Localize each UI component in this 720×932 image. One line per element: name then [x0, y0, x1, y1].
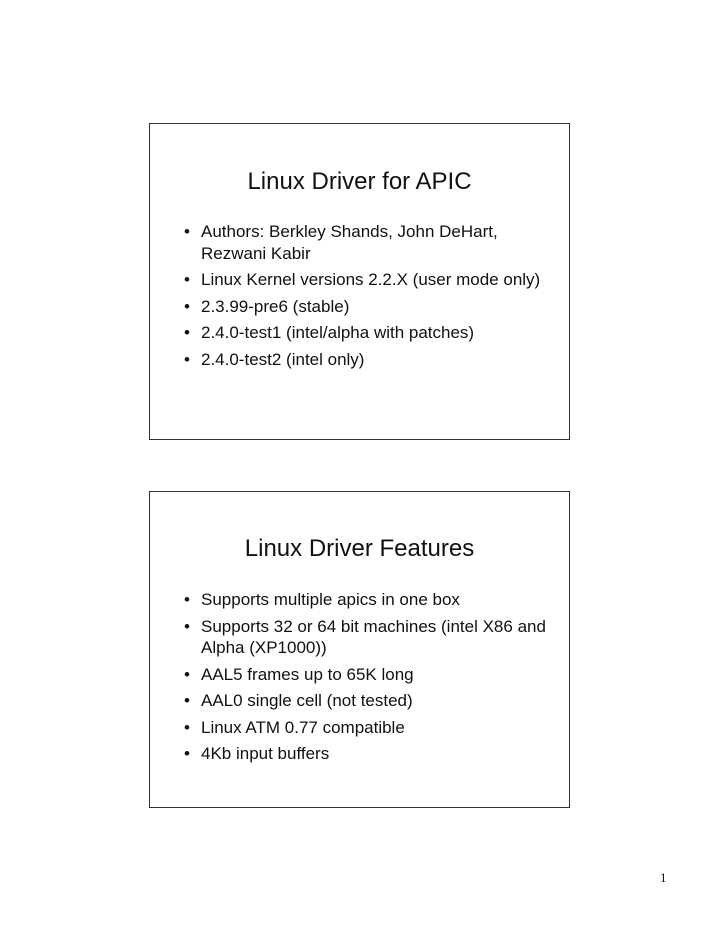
slide-1 — [149, 123, 570, 440]
list-item-text: Supports multiple apics in one box — [201, 590, 460, 609]
bullet-icon: • — [184, 270, 190, 289]
bullet-list — [184, 589, 554, 770]
bullet-icon: • — [184, 349, 190, 369]
bullet-icon: • — [184, 616, 190, 636]
list-item — [184, 616, 554, 659]
list-item — [184, 296, 554, 318]
bullet-icon: • — [184, 744, 190, 763]
list-item-text: Linux Kernel versions 2.2.X (user mode only) — [201, 270, 541, 289]
bullet-icon: • — [184, 717, 190, 737]
list-item — [184, 322, 554, 344]
list-item — [184, 664, 554, 686]
bullet-list — [184, 221, 554, 375]
bullet-icon: • — [184, 296, 190, 316]
page-number: 1 — [660, 870, 667, 885]
list-item-text: 4Kb input buffers — [201, 744, 330, 763]
list-item-text: 2.4.0-test2 (intel only) — [201, 349, 365, 369]
bullet-icon: • — [184, 590, 190, 609]
slide-title: Linux Driver for APIC — [247, 168, 472, 195]
slide-2 — [149, 491, 570, 808]
list-item-text: Authors: Berkley Shands, John DeHart, Rezwani Kabir — [201, 222, 498, 263]
list-item-text: Linux ATM 0.77 compatible — [201, 717, 405, 737]
list-item-text: 2.3.99-pre6 (stable) — [201, 296, 350, 316]
list-item-text: Supports 32 or 64 bit machines (intel X86 and Alpha (XP1000)) — [201, 616, 546, 657]
bullet-icon: • — [184, 222, 190, 241]
slide-title: Linux Driver Features — [244, 535, 475, 562]
list-item — [184, 349, 554, 371]
list-item — [184, 743, 554, 765]
bullet-icon: • — [184, 664, 190, 684]
list-item-text: AAL5 frames up to 65K long — [201, 664, 414, 684]
list-item — [184, 717, 554, 739]
list-item — [184, 589, 554, 611]
list-item-text: 2.4.0-test1 (intel/alpha with patches) — [201, 323, 475, 342]
bullet-icon: • — [184, 691, 190, 710]
list-item — [184, 221, 554, 264]
list-item — [184, 269, 554, 291]
bullet-icon: • — [184, 323, 190, 342]
list-item-text: AAL0 single cell (not tested) — [201, 691, 413, 710]
list-item — [184, 690, 554, 712]
